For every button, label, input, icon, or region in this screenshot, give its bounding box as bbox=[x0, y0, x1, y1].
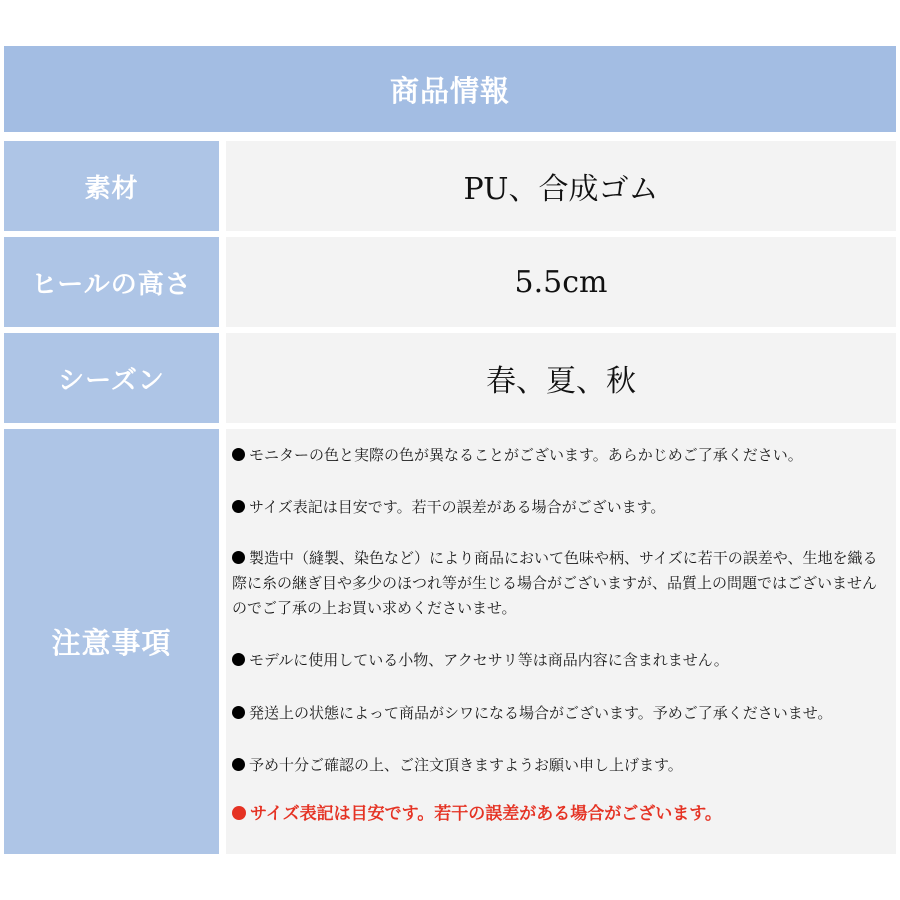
bullet-icon bbox=[232, 706, 245, 719]
notes-list bbox=[226, 429, 896, 854]
warning-note: サイズ表記は目安です。若干の誤差がある場合がございます。 bbox=[232, 802, 890, 827]
bullet-icon bbox=[232, 653, 245, 666]
note-item: 発送上の状態によって商品がシワになる場合がございます。予めご了承くださいませ。 bbox=[232, 701, 890, 726]
note-item: モニターの色と実際の色が異なることがございます。あらかじめご了承ください。 bbox=[232, 443, 890, 468]
bullet-icon bbox=[232, 758, 245, 771]
label-season: シーズン bbox=[4, 333, 219, 423]
label-material: 素材 bbox=[4, 141, 219, 231]
value-heel-height: 5.5cm bbox=[226, 237, 896, 327]
label-notes: 注意事項 bbox=[4, 429, 219, 854]
bullet-icon bbox=[232, 551, 245, 564]
note-item: 製造中（縫製、染色など）により商品において色味や柄、サイズに若干の誤差や、生地を織る際に糸の継ぎ目や多少のほつれ等が生じる場合がございますが、品質上の問題ではございませんのでご了承の上お買い求めくださいませ。 bbox=[232, 549, 878, 617]
product-info-table bbox=[4, 46, 896, 854]
note-item: 予め十分ご確認の上、ご注文頂きますようお願い申し上げます。 bbox=[232, 753, 890, 778]
note-item: モデルに使用している小物、アクセサリ等は商品内容に含まれません。 bbox=[232, 648, 890, 673]
value-season: 春、夏、秋 bbox=[226, 333, 896, 423]
label-heel-height: ヒールの高さ bbox=[4, 237, 219, 327]
bullet-icon bbox=[232, 448, 245, 461]
note-item: サイズ表記は目安です。若干の誤差がある場合がございます。 bbox=[232, 495, 890, 520]
value-material: PU、合成ゴム bbox=[226, 141, 896, 231]
table-title: 商品情報 bbox=[4, 46, 896, 132]
bullet-icon bbox=[232, 500, 245, 513]
red-bullet-icon bbox=[232, 806, 246, 820]
